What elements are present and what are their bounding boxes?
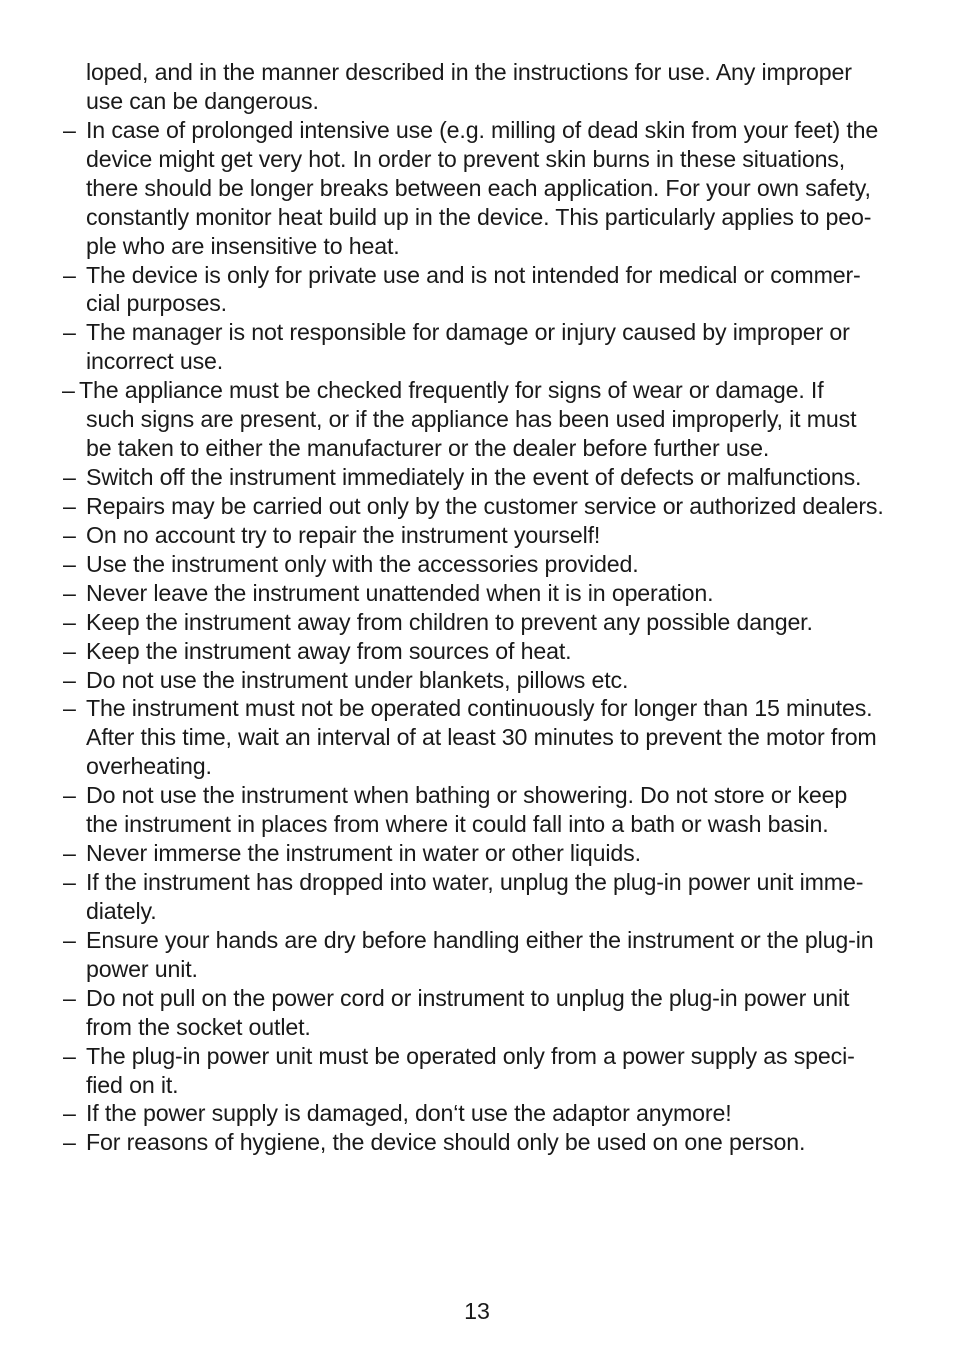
list-item-text: On no account try to repair the instrument yourself! xyxy=(86,521,601,548)
list-item-text: Do not use the instrument under blankets, pillows etc. xyxy=(86,666,629,693)
page-number: 13 xyxy=(464,1298,490,1324)
list-item-text: fied on it. xyxy=(86,1071,179,1098)
dash-bullet: – xyxy=(63,869,76,896)
dash-bullet: – xyxy=(63,782,76,809)
list-item-text: Repairs may be carried out only by the customer service or authorized dealers. xyxy=(86,492,884,519)
list-item-text: diately. xyxy=(86,897,157,924)
list-item-text: Do not use the instrument when bathing or showering. Do not store or keep xyxy=(86,782,848,809)
dash-bullet: – xyxy=(63,637,76,664)
list-item-text: The instrument must not be operated continuously for longer than 15 minutes. xyxy=(86,695,873,722)
list-item-text: device might get very hot. In order to prevent skin burns in these situations, xyxy=(86,145,846,172)
dash-bullet: – xyxy=(63,579,76,606)
list-item-text: there should be longer breaks between each application. For your own safety, xyxy=(86,174,871,201)
dash-bullet: – xyxy=(63,492,76,519)
list-item-text: from the socket outlet. xyxy=(86,1013,311,1040)
list-item-text: overheating. xyxy=(86,753,212,780)
list-item-text: ple who are insensitive to heat. xyxy=(86,232,400,259)
list-item-text: The plug-in power unit must be operated only from a power supply as speci- xyxy=(86,1042,855,1069)
dash-bullet: – xyxy=(62,377,75,404)
list-item-text: use can be dangerous. xyxy=(86,87,319,114)
list-item-text: such signs are present, or if the appliance has been used improperly, it must xyxy=(86,406,857,433)
list-item-text: Never leave the instrument unattended when it is in operation. xyxy=(86,579,714,606)
dash-bullet: – xyxy=(63,116,76,143)
dash-bullet: – xyxy=(63,984,76,1011)
list-item-text: loped, and in the manner described in the instructions for use. Any improper xyxy=(86,59,852,85)
dash-bullet: – xyxy=(63,1100,76,1127)
list-item-text: Switch off the instrument immediately in the event of defects or malfunctions. xyxy=(86,464,862,491)
dash-bullet: – xyxy=(63,319,76,346)
list-item-text: In case of prolonged intensive use (e.g. milling of dead skin from your feet) the xyxy=(86,116,879,143)
dash-bullet: – xyxy=(63,608,76,635)
dash-bullet: – xyxy=(63,840,76,867)
dash-bullet: – xyxy=(63,261,76,288)
dash-bullet: – xyxy=(63,1129,76,1156)
dash-bullet: – xyxy=(63,926,76,953)
dash-bullet: – xyxy=(63,666,76,693)
list-item-text: Keep the instrument away from children to prevent any possible danger. xyxy=(86,608,813,635)
list-item-text: Ensure your hands are dry before handling either the instrument or the plug-in xyxy=(86,926,874,953)
list-item-text: After this time, wait an interval of at least 30 minutes to prevent the motor from xyxy=(86,724,877,751)
list-item-text: If the instrument has dropped into water, unplug the plug-in power unit imme- xyxy=(86,869,864,896)
list-item-text: the instrument in places from where it could fall into a bath or wash basin. xyxy=(86,811,829,838)
list-item-text: Keep the instrument away from sources of heat. xyxy=(86,637,572,664)
list-item-text: The appliance must be checked frequently for signs of wear or damage. If xyxy=(79,377,824,404)
list-item-text: The device is only for private use and is not intended for medical or commer- xyxy=(86,261,861,288)
dash-bullet: – xyxy=(63,521,76,548)
list-item-text: cial purposes. xyxy=(86,290,227,317)
list-item-text: If the power supply is damaged, don‘t use the adaptor anymore! xyxy=(86,1100,732,1127)
list-item-text: be taken to either the manufacturer or the dealer before further use. xyxy=(86,435,770,462)
list-item-text: Never immerse the instrument in water or other liquids. xyxy=(86,840,641,867)
list-item-text: incorrect use. xyxy=(86,348,224,375)
list-item-text: Do not pull on the power cord or instrument to unplug the plug-in power unit xyxy=(86,984,850,1011)
list-item-text: constantly monitor heat build up in the device. This particularly applies to peo- xyxy=(86,203,872,230)
list-item-text: For reasons of hygiene, the device should only be used on one person. xyxy=(86,1129,806,1156)
list-item-text: power unit. xyxy=(86,955,198,982)
list-item-text: The manager is not responsible for damage or injury caused by improper or xyxy=(86,319,850,346)
dash-bullet: – xyxy=(63,550,76,577)
list-item-text: Use the instrument only with the accessories provided. xyxy=(86,550,639,577)
dash-bullet: – xyxy=(63,1042,76,1069)
dash-bullet: – xyxy=(63,695,76,722)
dash-bullet: – xyxy=(63,464,76,491)
